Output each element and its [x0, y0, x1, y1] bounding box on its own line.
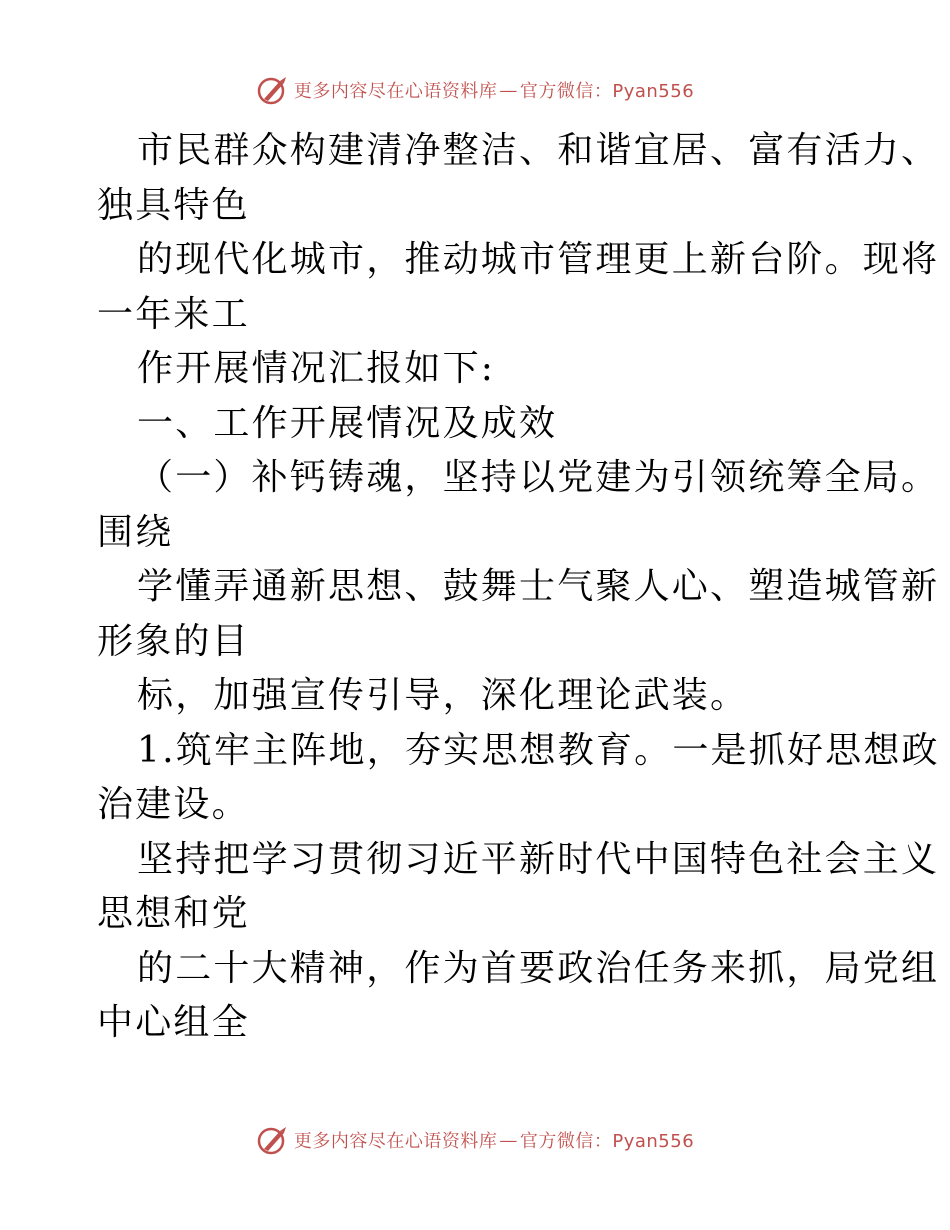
text-line: 市民群众构建清净整洁、和谐宜居、富有活力、 [137, 130, 940, 171]
text-line: 坚持把学习贯彻习近平新时代中国特色社会主义 [137, 838, 940, 880]
watermark-suffix: 官方微信：Pyan556 [519, 81, 695, 102]
text-line: 形象的目 [97, 620, 250, 662]
text-line: 的现代化城市，推动城市管理更上新台阶。现将 [137, 239, 940, 280]
text-line: 学懂弄通新思想、鼓舞士气聚人心、塑造城管新 [137, 566, 940, 607]
text-line: 中心组全 [97, 1002, 250, 1043]
subsection-heading: （一）补钙铸魂，坚持以党建为引领统筹全局。 [137, 457, 940, 498]
text-line: 1.筑牢主阵地，夯实思想教育。一是抓好思想政 [137, 729, 940, 771]
text-line: 标，加强宣传引导，深化理论武装。 [137, 675, 749, 716]
text-line: 作开展情况汇报如下: [137, 348, 496, 389]
text-line: 一年来工 [97, 293, 250, 335]
text-line: 思想和党 [97, 893, 250, 934]
watermark-text: 更多内容尽在心语资料库 [293, 1131, 498, 1152]
section-heading: 一、工作开展情况及成效 [137, 402, 558, 444]
text-line: 独具特色 [97, 184, 250, 226]
watermark-suffix: 官方微信：Pyan556 [519, 1131, 695, 1152]
text-line: 围绕 [97, 511, 174, 553]
watermark-text: 更多内容尽在心语资料库 [293, 81, 498, 102]
watermark-header [0, 70, 950, 110]
pen-logo-icon [256, 73, 290, 107]
pen-logo-icon [256, 1123, 290, 1157]
watermark-footer [0, 1120, 950, 1160]
watermark-dash: — [499, 79, 518, 101]
watermark-dash: — [499, 1129, 518, 1151]
document-body [97, 125, 940, 1052]
text-line: 治建设。 [97, 784, 250, 825]
text-line: 的二十大精神，作为首要政治任务来抓，局党组 [137, 947, 940, 989]
